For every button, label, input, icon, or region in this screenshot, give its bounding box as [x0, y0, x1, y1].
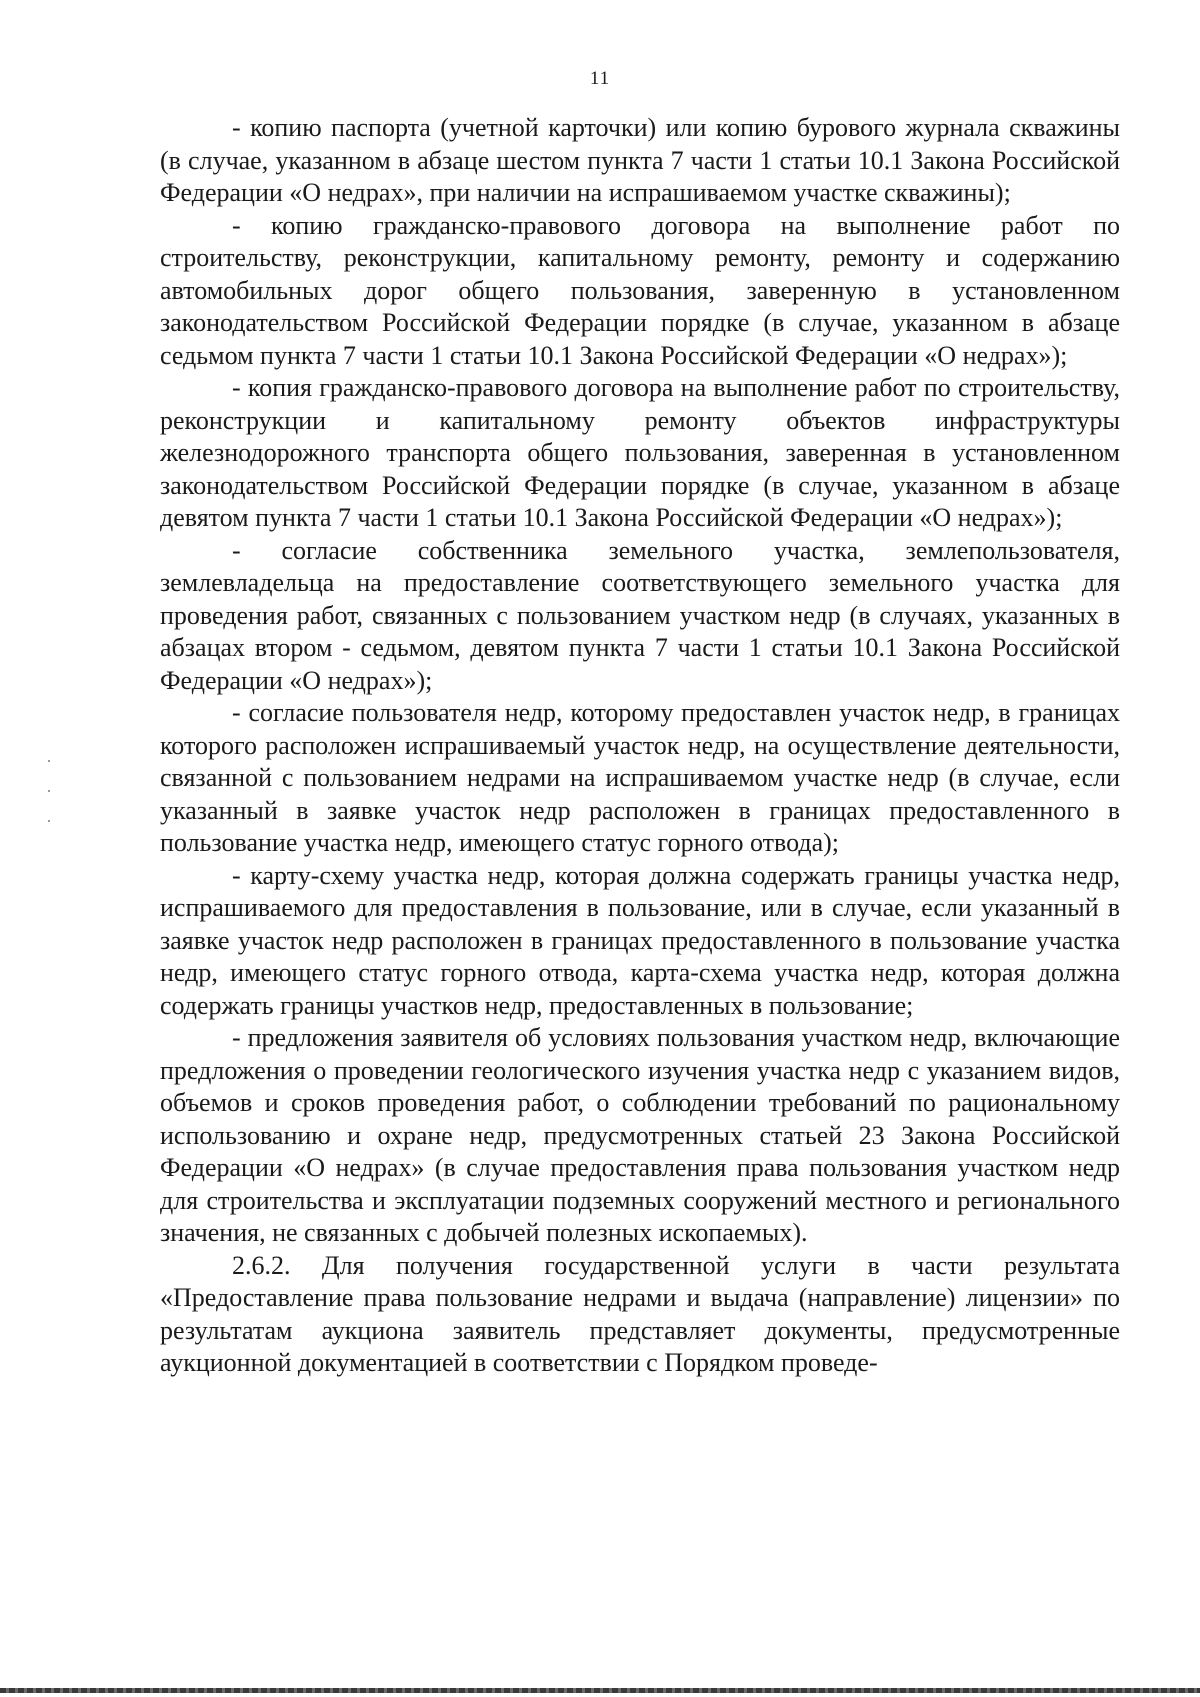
document-body	[160, 112, 1120, 1380]
paragraph-road-contract: - копию гражданско-правового договора на выполнение работ по строительству, реконструкции, капитальному ремонту, ремонту и содержанию автомобильных дорог общего пользования, заверенную в установленном законодательством Российской Федерации порядке (в случае, указанном в абзаце седьмом пункта 7 части 1 статьи 10.1 Закона Российской Федерации «О недрах»);	[160, 210, 1120, 370]
scan-speck	[48, 790, 50, 792]
scan-speck	[48, 820, 50, 822]
paragraph-site-map: - карту-схему участка недр, которая должна содержать границы участка недр, испрашиваемого для предоставления в пользование, или в случае, если указанный в заявке участок недр расположен в границах предоставленного в пользование участка недр, имеющего статус горного отвода, карта-схема участка недр, которая должна содержать границы участков недр, предоставленных в пользование;	[160, 860, 1120, 1020]
page-number: 11	[589, 68, 611, 89]
paragraph-passport-copy: - копию паспорта (учетной карточки) или копию бурового журнала скважины (в случае, указанном в абзаце шестом пункта 7 части 1 статьи 10.1 Закона Российской Федерации «О недрах», при наличии на испрашиваемом участке скважины);	[160, 113, 1120, 207]
scan-bottom-edge	[0, 1688, 1200, 1693]
paragraph-subsoil-user-consent: - согласие пользователя недр, которому предоставлен участок недр, в границах которого расположен испрашиваемый участок недр, на осуществление деятельности, связанной с пользованием недрами на испрашиваемом участке недр (в случае, если указанный в заявке участок недр расположен в границах предоставленного в пользование участка недр, имеющего статус горного отвода);	[160, 698, 1120, 857]
paragraph-railway-contract: - копия гражданско-правового договора на выполнение работ по строительству, реконструкции и капитальному ремонту объектов инфраструктуры железнодорожного транспорта общего пользования, заверенная в установленном законодательством Российской Федерации порядке (в случае, указанном в абзаце девятом пункта 7 части 1 статьи 10.1 Закона Российской Федерации «О недрах»);	[160, 373, 1120, 532]
paragraph-applicant-proposals: - предложения заявителя об условиях пользования участком недр, включающие предложения о проведении геологического изучения участка недр с указанием видов, объемов и сроков проведения работ, о соблюдении требований по рациональному использованию и охране недр, предусмотренных статьей 23 Закона Российской Федерации «О недрах» (в случае предоставления права пользования участком недр для строительства и эксплуатации подземных сооружений местного и регионального значения, не связанных с добычей полезных ископаемых).	[160, 1023, 1120, 1247]
paragraph-section-2-6-2: 2.6.2. Для получения государственной услуги в части результата «Предоставление права пользование недрами и выдача (направление) лицензии» по результатам аукциона заявитель представляет документы, предусмотренные аукционной документацией в соответствии с Порядком проведе-	[160, 1250, 1120, 1377]
paragraph-land-owner-consent: - согласие собственника земельного участка, землепользователя, землевладельца на предоставление соответствующего земельного участка для проведения работ, связанных с пользованием участком недр (в случаях, указанных в абзацах втором - седьмом, девятом пункта 7 части 1 статьи 10.1 Закона Российской Федерации «О недрах»);	[160, 535, 1120, 695]
scan-speck	[48, 760, 50, 762]
